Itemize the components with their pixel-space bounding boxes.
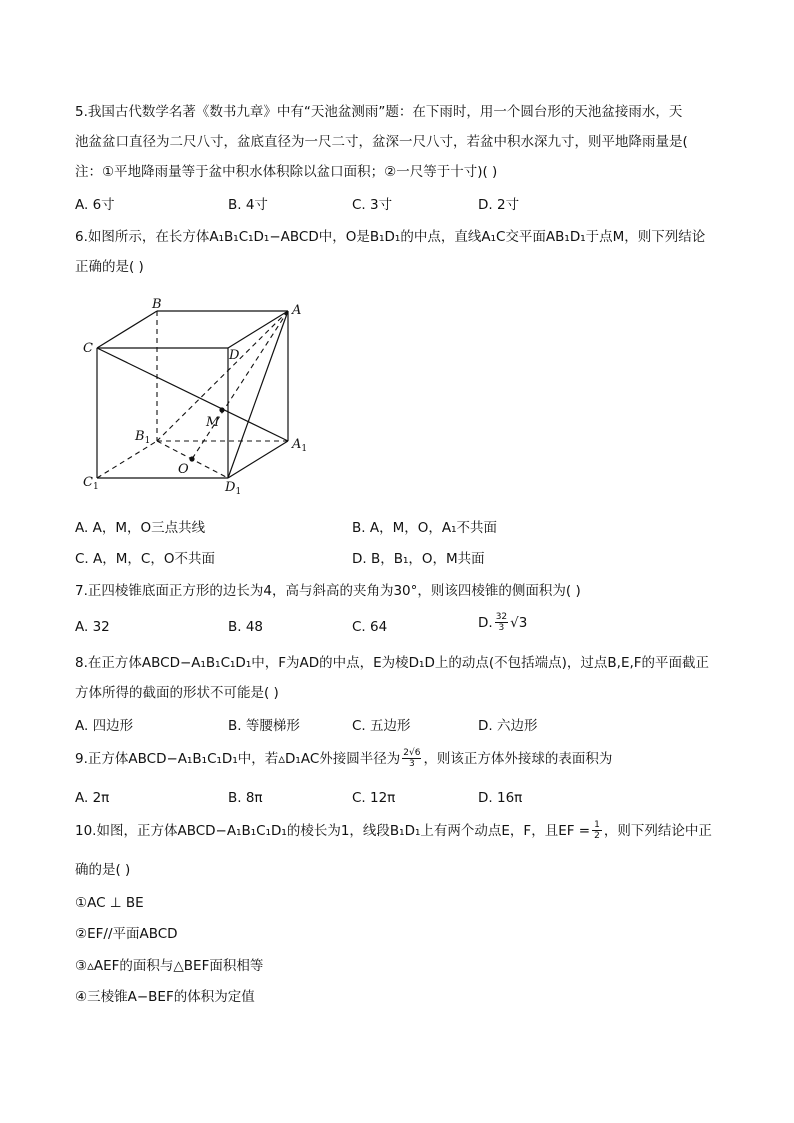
q8-option-c: C. 五边形 bbox=[352, 718, 411, 734]
q7-option-d-root: √3 bbox=[510, 614, 528, 631]
q9-option-b: B. 8π bbox=[228, 790, 263, 806]
label-d1: $D_1$ bbox=[225, 480, 242, 496]
q8-option-b: B. 等腰梯形 bbox=[228, 718, 300, 734]
q7-line-1: 7.正四棱锥底面正方形的边长为4，高与斜高的夹角为30°，则该四棱锥的侧面积为( ) bbox=[75, 583, 581, 599]
point-o bbox=[189, 456, 194, 461]
q6-option-b: B. A，M，O，A₁不共面 bbox=[352, 520, 497, 536]
label-a: A bbox=[292, 303, 302, 318]
q9-option-c: C. 12π bbox=[352, 790, 396, 806]
q6-line-1: 6.如图所示，在长方体A₁B₁C₁D₁−ABCD中，O是B₁D₁的中点，直线A₁C交平面AB₁D₁于点M，则下列结论 bbox=[75, 229, 706, 245]
q7-option-d-label: D. bbox=[478, 614, 493, 631]
q8-line-2: 方体所得的截面的形状不可能是( ) bbox=[75, 685, 279, 701]
q6-option-c: C. A，M，C，O不共面 bbox=[75, 551, 215, 567]
q5-line-1: 5.我国古代数学名著《数书九章》中有“天池盆测雨”题：在下雨时，用一个圆台形的天池盆接雨水，天 bbox=[75, 104, 683, 120]
q10-item-3: ③▵AEF的面积与△BEF面积相等 bbox=[75, 958, 264, 974]
q10-fraction: $\frac{1}{2}$ bbox=[594, 820, 600, 841]
q10-item-1: ①AC ⊥ BE bbox=[75, 895, 144, 911]
q9-fraction: 2√6 3 bbox=[403, 748, 421, 769]
cuboid-figure bbox=[80, 296, 310, 496]
q5-option-d: D. 2寸 bbox=[478, 197, 520, 213]
q9-option-d: D. 16π bbox=[478, 790, 523, 806]
q7-option-d-fraction: 32 3 bbox=[495, 612, 508, 633]
label-d: D bbox=[229, 348, 240, 363]
label-o: O bbox=[178, 462, 189, 477]
q10-line-1: 10.如图，正方体ABCD−A₁B₁C₁D₁的棱长为1，线段B₁D₁上有两个动点E，F，且EF = $\frac{1}{2}$ ，则下列结论中正 bbox=[75, 820, 712, 841]
label-c: C bbox=[83, 341, 93, 356]
label-c1: $C_1$ bbox=[83, 475, 99, 492]
q5-option-c: C. 3寸 bbox=[352, 197, 393, 213]
q6-line-2: 正确的是( ) bbox=[75, 259, 144, 275]
q7-option-a: A. 32 bbox=[75, 619, 110, 635]
q10-item-2: ②EF//平面ABCD bbox=[75, 926, 178, 942]
label-a1: $A_1$ bbox=[292, 437, 308, 454]
q8-option-a: A. 四边形 bbox=[75, 718, 134, 734]
q5-line-2: 池盆盆口直径为二尺八寸，盆底直径为一尺二寸，盆深一尺八寸，若盆中积水深九寸，则平地降雨量是( bbox=[75, 134, 688, 150]
point-m bbox=[219, 407, 224, 412]
q8-option-d: D. 六边形 bbox=[478, 718, 538, 734]
label-b: B bbox=[152, 297, 162, 312]
q5-option-a: A. 6寸 bbox=[75, 197, 115, 213]
q9-line-1: 9.正方体ABCD−A₁B₁C₁D₁中，若▵D₁AC外接圆半径为 2√6 3 ，则该正方体外接球的表面积为 bbox=[75, 748, 613, 769]
q5-line-3: 注：①平地降雨量等于盆中积水体积除以盆口面积；②一尺等于十寸)( ) bbox=[75, 164, 498, 180]
label-m: M bbox=[206, 415, 220, 430]
q7-option-b: B. 48 bbox=[228, 619, 264, 635]
q5-option-b: B. 4寸 bbox=[228, 197, 268, 213]
q8-line-1: 8.在正方体ABCD−A₁B₁C₁D₁中，F为AD的中点，E为棱D₁D上的动点(不包括端点)，过点B,E,F的平面截正 bbox=[75, 655, 710, 671]
label-b1: $B_1$ bbox=[135, 429, 151, 446]
q7-option-d bbox=[478, 612, 527, 633]
q9-option-a: A. 2π bbox=[75, 790, 110, 806]
q7-option-c: C. 64 bbox=[352, 619, 388, 635]
q10-line-2: 确的是( ) bbox=[75, 862, 131, 878]
q10-item-4: ④三棱锥A−BEF的体积为定值 bbox=[75, 989, 255, 1005]
q6-option-d: D. B，B₁，O，M共面 bbox=[352, 551, 485, 567]
q6-option-a: A. A，M，O三点共线 bbox=[75, 520, 206, 536]
